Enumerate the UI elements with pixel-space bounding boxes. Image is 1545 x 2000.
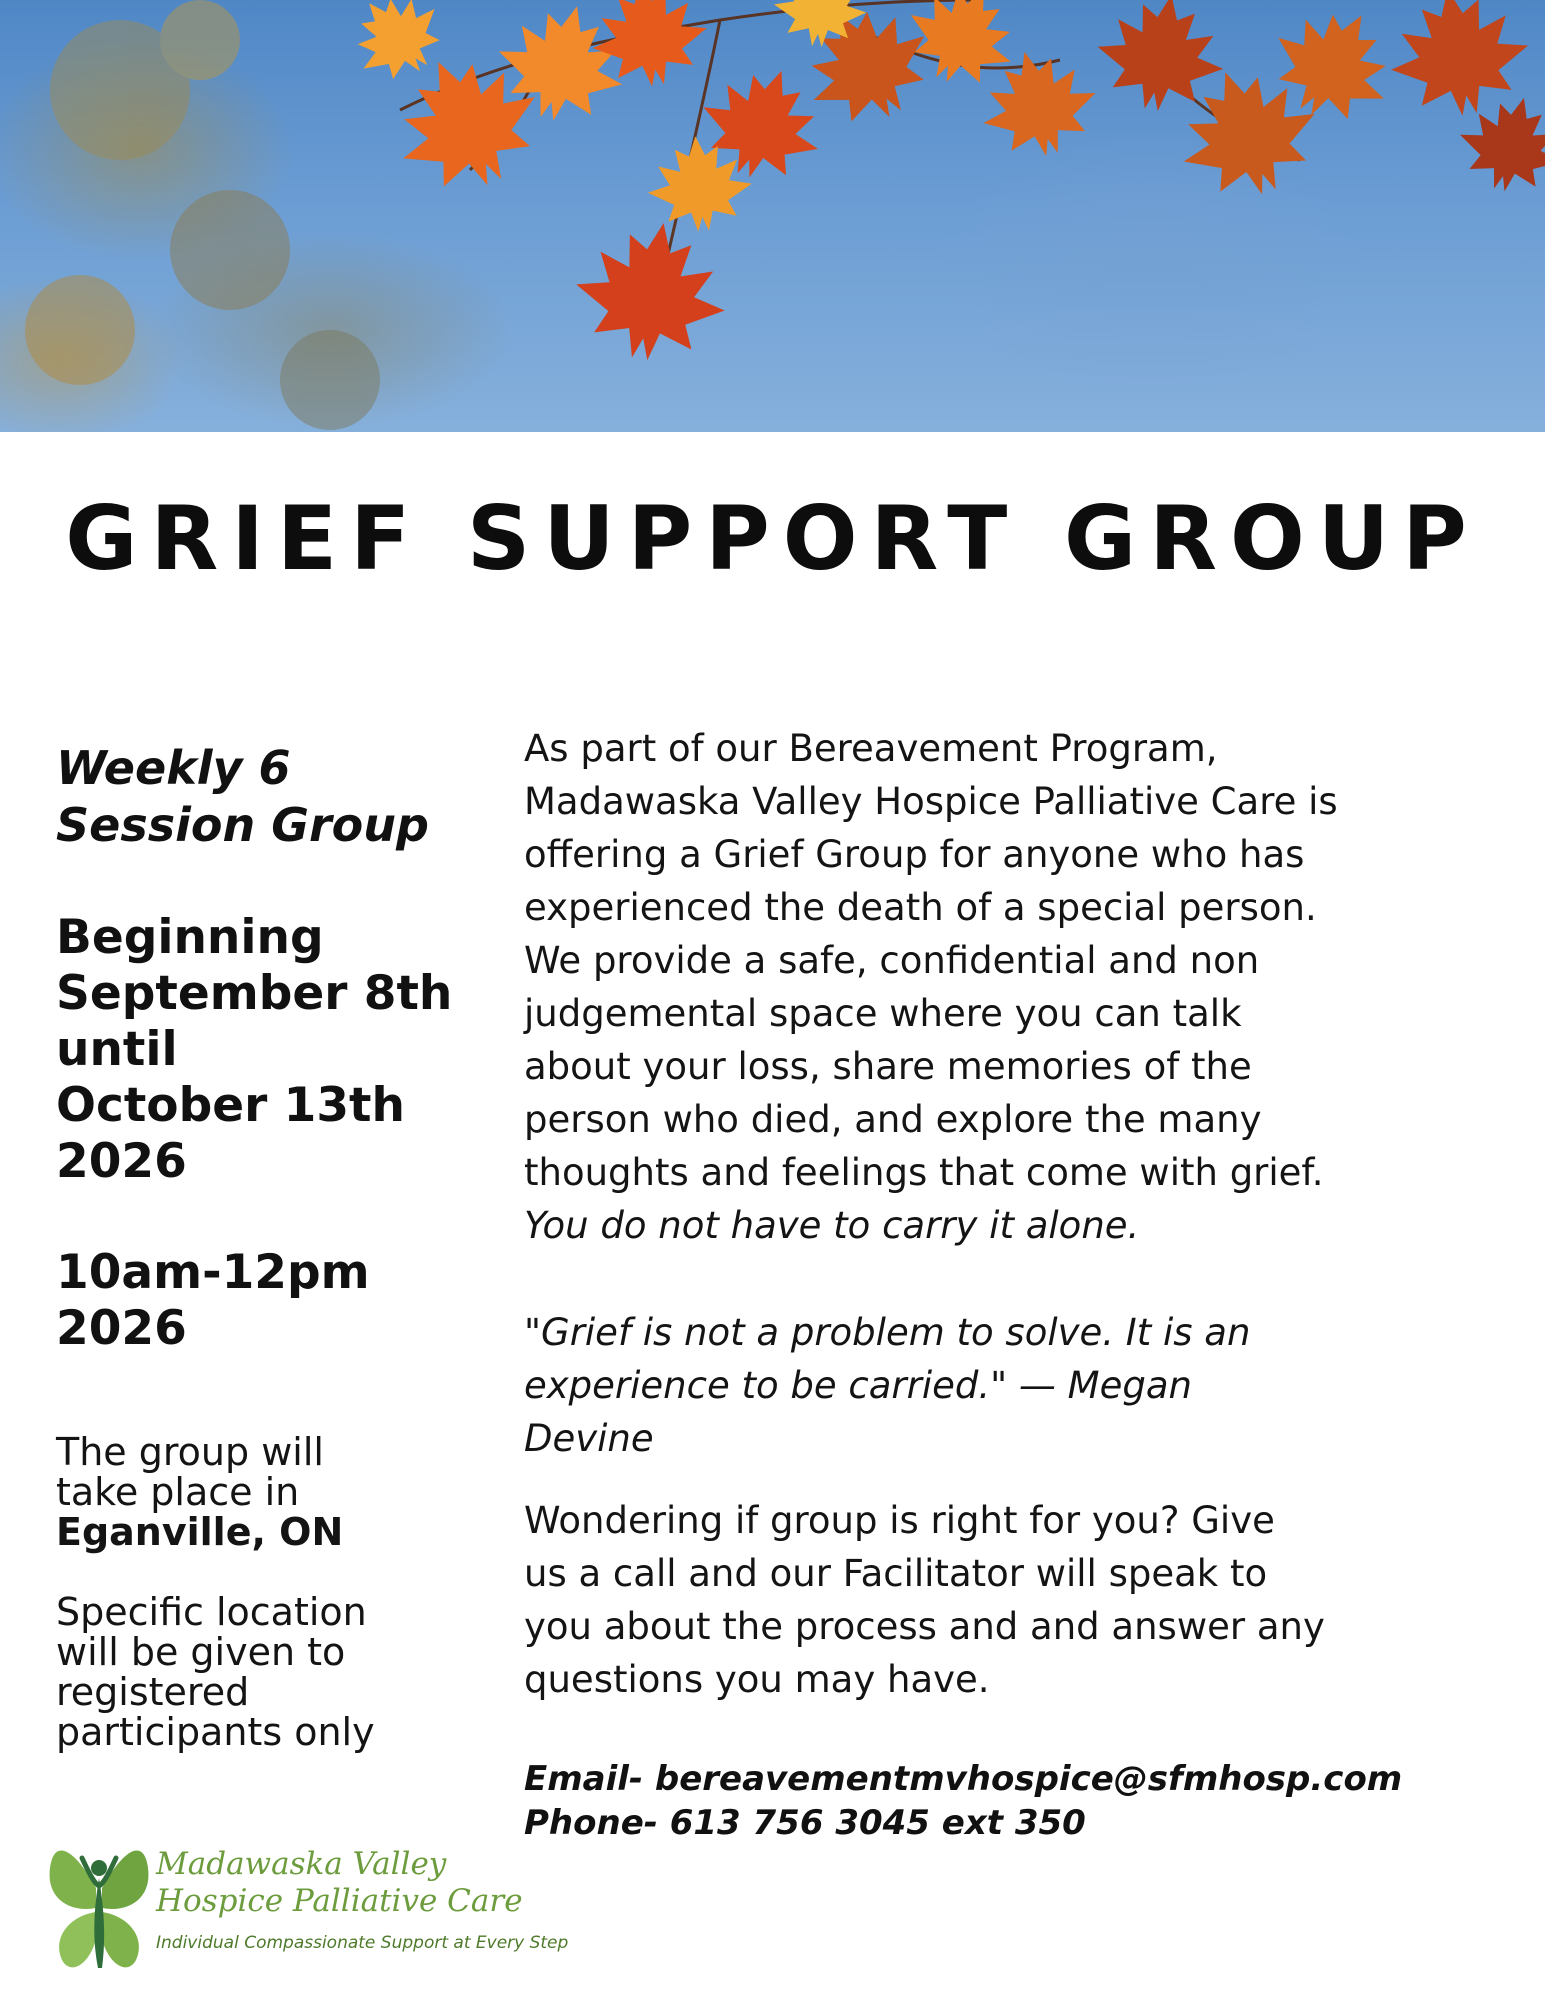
description-line: We provide a safe, confidential and non [524,939,1260,982]
butterfly-person-logo-icon [44,1828,154,1978]
quote-line: Devine [524,1417,654,1460]
event-dates [56,910,476,1190]
support-statement: You do not have to carry it alone. [524,1204,1140,1247]
hero-image [0,0,1545,432]
date-line: until [56,1022,178,1077]
description-line: thoughts and feelings that come with grief. [524,1151,1324,1194]
logo-name-line: Madawaska Valley [156,1846,447,1882]
description-line: person who died, and explore the many [524,1098,1262,1141]
event-time [56,1245,476,1357]
date-line: Beginning [56,910,324,965]
description-line: As part of our Bereavement Program, [524,727,1218,770]
description-line: experienced the death of a special person. [524,886,1317,929]
location-note-line: registered [56,1670,250,1714]
session-line: Session Group [56,798,429,852]
invitation-line: us a call and our Facilitator will speak to [524,1552,1268,1595]
session-line: Weekly 6 [56,741,291,795]
description-line: judgemental space where you can talk [524,992,1242,1035]
location-name: Eganville, ON [56,1510,344,1554]
page-title: GRIEF SUPPORT GROUP [65,487,1480,590]
event-details-column [56,740,476,1754]
time-line: 2026 [56,1301,187,1356]
logo-tagline: Individual Compassionate Support at Every Step [156,1933,569,1953]
quote-line: experience to be carried." — Megan [524,1364,1192,1407]
contact-info [524,1757,1444,1845]
date-line: October 13th [56,1078,405,1133]
quote [524,1306,1324,1465]
location-note-line: Specific location [56,1590,367,1634]
logo-wordmark [156,1846,523,1920]
location-note [56,1592,476,1752]
program-description [524,722,1444,1252]
location-note-line: will be given to [56,1630,346,1674]
event-location [56,1432,476,1552]
description-line: Madawaska Valley Hospice Palliative Care is [524,780,1338,823]
place-line: take place in [56,1470,300,1514]
logo-name-line: Hospice Palliative Care [156,1883,523,1919]
date-line: 2026 [56,1134,187,1189]
contact-email[interactable]: Email- bereavementmvhospice@sfmhosp.com [524,1759,1403,1799]
session-description [56,740,476,854]
call-invitation [524,1494,1444,1706]
invitation-line: Wondering if group is right for you? Give [524,1499,1275,1542]
description-line: about your loss, share memories of the [524,1045,1252,1088]
maple-leaves-illustration [0,0,1545,432]
organization-logo [44,1828,584,1978]
invitation-line: you about the process and and answer any [524,1605,1325,1648]
quote-line: "Grief is not a problem to solve. It is an [524,1311,1251,1354]
description-column [524,722,1444,1843]
description-line: offering a Grief Group for anyone who has [524,833,1305,876]
location-note-line: participants only [56,1710,375,1754]
date-line: September 8th [56,966,453,1021]
invitation-line: questions you may have. [524,1658,990,1701]
contact-phone[interactable]: Phone- 613 756 3045 ext 350 [524,1803,1086,1843]
time-line: 10am-12pm [56,1245,370,1300]
place-line: The group will [56,1430,324,1474]
